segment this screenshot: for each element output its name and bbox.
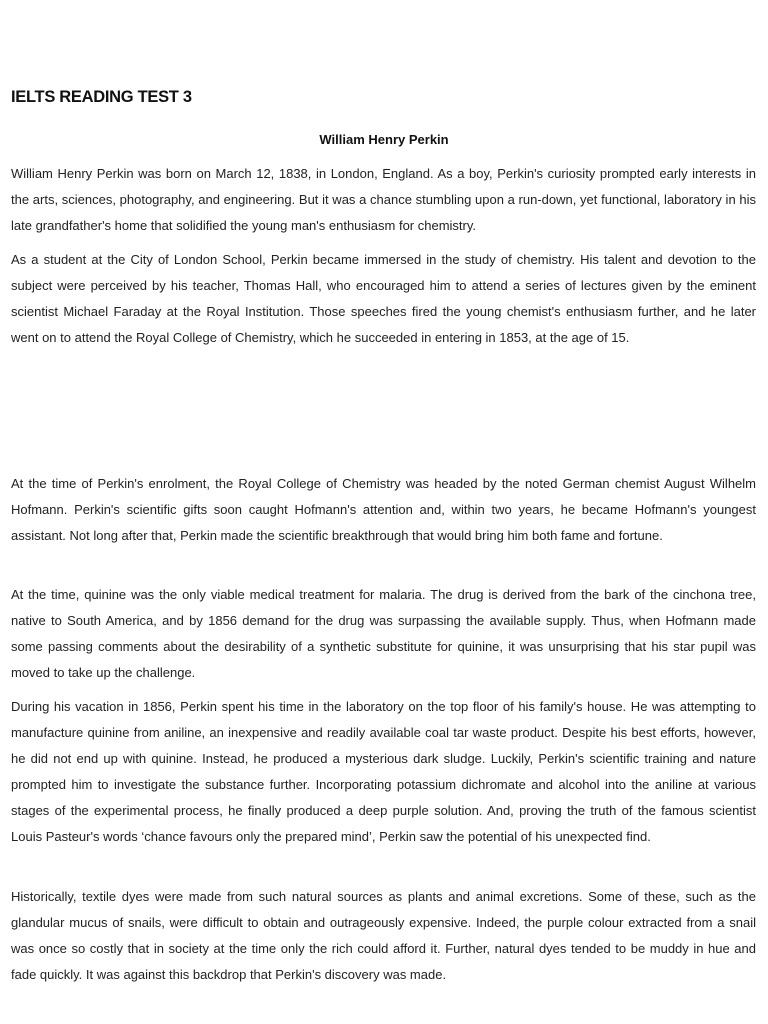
paragraph-5: During his vacation in 1856, Perkin spent his time in the laboratory on the top floor of his family's house. He was attempting to manufacture quinine from aniline, an inexpensive and readily available coal tar waste product. Despite his best efforts, however, he did not end up with quinine. Instead, he produced a mysterious dark sludge. Luckily, Perkin's scientific training and nature prompted him to investigate the substance further. Incorporating potassium dichromate and alcohol into the aniline at various stages of the experimental process, he finally produced a deep purple solution. And, proving the truth of the famous scientist Louis Pasteur's words ‘chance favours only the prepared mind’, Perkin saw the potential of his unexpected find. [11, 699, 756, 844]
paragraph-2: As a student at the City of London School, Perkin became immersed in the study of chemistry. His talent and devotion to the subject were perceived by his teacher, Thomas Hall, who encouraged him to attend a series of lectures given by the eminent scientist Michael Faraday at the Royal Institution. Those speeches fired the young chemist's enthusiasm further, and he later went on to attend the Royal College of Chemistry, which he succeeded in entering in 1853, at the age of 15. [11, 252, 756, 345]
paragraph-1: William Henry Perkin was born on March 12, 1838, in London, England. As a boy, Perkin's curiosity prompted early interests in the arts, sciences, photography, and engineering. But it was a chance stumbling upon a run-down, yet functional, laboratory in his late grandfather's home that solidified the young man's enthusiasm for chemistry. [11, 166, 756, 233]
paragraph-3: At the time of Perkin's enrolment, the Royal College of Chemistry was headed by the noted German chemist August Wilhelm Hofmann. Perkin's scientific gifts soon caught Hofmann's attention and, within two years, he became Hofmann's youngest assistant. Not long after that, Perkin made the scientific breakthrough that would bring him both fame and fortune. [11, 476, 756, 543]
paragraph-4: At the time, quinine was the only viable medical treatment for malaria. The drug is derived from the bark of the cinchona tree, native to South America, and by 1856 demand for the drug was surpassing the available supply. Thus, when Hofmann made some passing comments about the desirability of a synthetic substitute for quinine, it was unsurprising that his star pupil was moved to take up the challenge. [11, 587, 756, 680]
article-title: William Henry Perkin [319, 132, 449, 147]
test-title: IELTS READING TEST 3 [11, 88, 192, 106]
paragraph-6: Historically, textile dyes were made from such natural sources as plants and animal excretions. Some of these, such as the glandular mucus of snails, were difficult to obtain and outrageously expensive. Indeed, the purple colour extracted from a snail was once so costly that in society at the time only the rich could afford it. Further, natural dyes tended to be muddy in hue and fade quickly. It was against this backdrop that Perkin's discovery was made. [11, 889, 756, 982]
